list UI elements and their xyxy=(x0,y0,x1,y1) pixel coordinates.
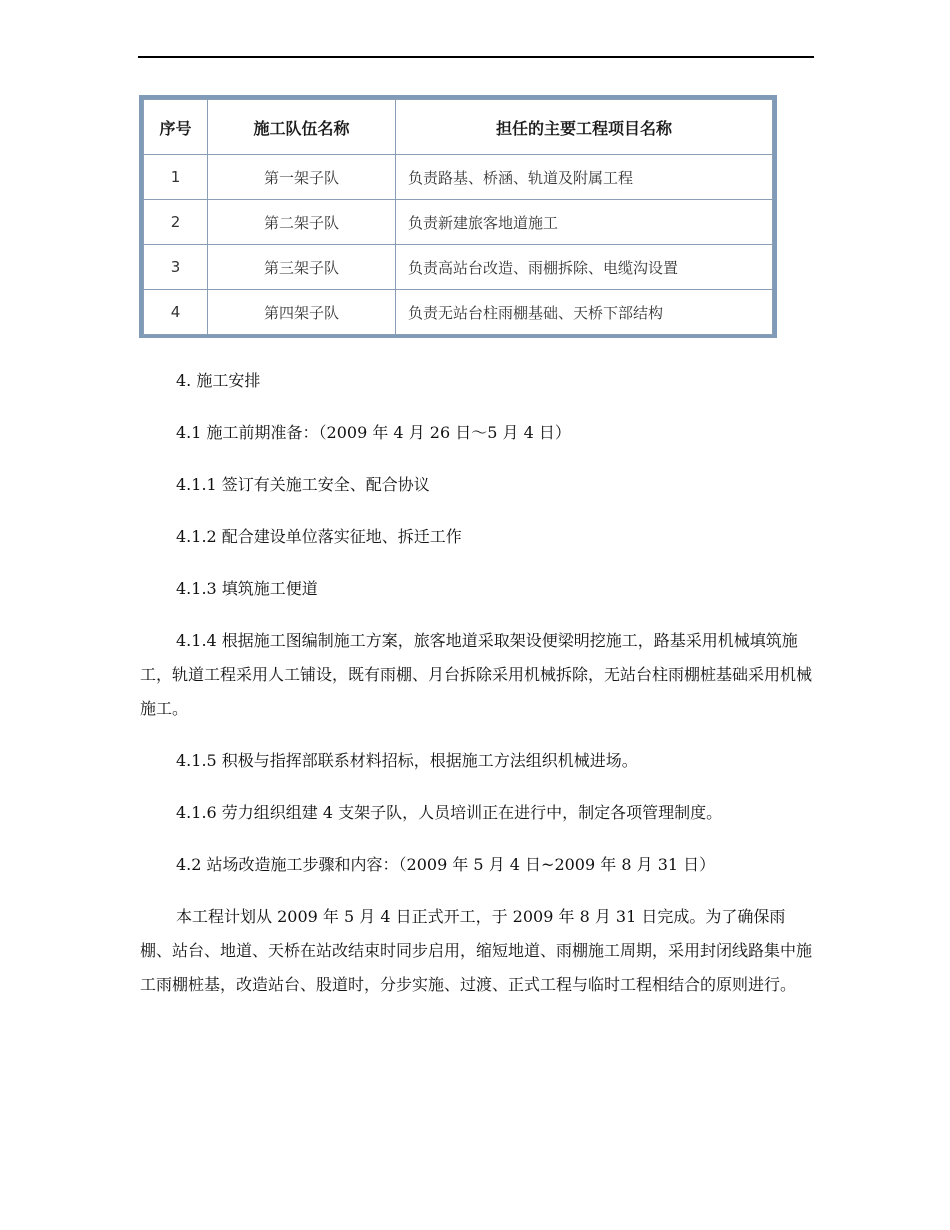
subsection-heading: 4.2 站场改造施工步骤和内容：（2009 年 5 月 4 日~2009 年 8 月 31 日） xyxy=(176,855,716,874)
cell-team: 第四架子队 xyxy=(208,290,396,335)
table-row xyxy=(144,200,773,245)
team-assignment-table xyxy=(143,99,773,335)
section-heading: 4. 施工安排 xyxy=(176,371,261,390)
cell-team: 第二架子队 xyxy=(208,200,396,245)
cell-team: 第一架子队 xyxy=(208,155,396,200)
cell-number: 3 xyxy=(144,245,208,290)
header-cell-team: 施工队伍名称 xyxy=(208,100,396,155)
header-cell-work: 担任的主要工程项目名称 xyxy=(396,100,773,155)
header-cell-number: 序号 xyxy=(144,100,208,155)
table-row xyxy=(144,290,773,335)
cell-team: 第三架子队 xyxy=(208,245,396,290)
list-item: 4.1.6 劳力组织组建 4 支架子队，人员培训正在进行中，制定各项管理制度。 xyxy=(176,803,723,822)
cell-number: 1 xyxy=(144,155,208,200)
cell-number: 2 xyxy=(144,200,208,245)
cell-work: 负责新建旅客地道施工 xyxy=(396,200,773,245)
list-item: 4.1.4 根据施工图编制施工方案，旅客地道采取架设便梁明挖施工，路基采用机械填筑施工，轨道工程采用人工铺设，既有雨棚、月台拆除采用机械拆除，无站台柱雨棚桩基础采用机械施工。 xyxy=(140,631,813,718)
document-body xyxy=(140,364,812,1020)
subsection-heading: 4.1 施工前期准备：（2009 年 4 月 26 日～5 月 4 日） xyxy=(176,423,571,442)
cell-work: 负责高站台改造、雨棚拆除、电缆沟设置 xyxy=(396,245,773,290)
table-header-row xyxy=(144,100,773,155)
list-item: 4.1.5 积极与指挥部联系材料招标，根据施工方法组织机械进场。 xyxy=(176,751,638,770)
table-row xyxy=(144,155,773,200)
cell-work: 负责无站台柱雨棚基础、天桥下部结构 xyxy=(396,290,773,335)
table-row xyxy=(144,245,773,290)
cell-work: 负责路基、桥涵、轨道及附属工程 xyxy=(396,155,773,200)
body-paragraph: 本工程计划从 2009 年 5 月 4 日正式开工，于 2009 年 8 月 31 日完成。为了确保雨棚、站台、地道、天桥在站改结束时同步启用，缩短地道、雨棚施工周期，采用封闭线路集中施工雨棚桩基，改造站台、股道时，分步实施、过渡、正式工程与临时工程相结合的原则进行。 xyxy=(140,907,813,994)
list-item: 4.1.2 配合建设单位落实征地、拆迁工作 xyxy=(176,527,462,546)
list-item: 4.1.1 签订有关施工安全、配合协议 xyxy=(176,475,430,494)
cell-number: 4 xyxy=(144,290,208,335)
team-table-frame xyxy=(139,95,777,338)
list-item: 4.1.3 填筑施工便道 xyxy=(176,579,318,598)
header-rule xyxy=(138,56,814,58)
